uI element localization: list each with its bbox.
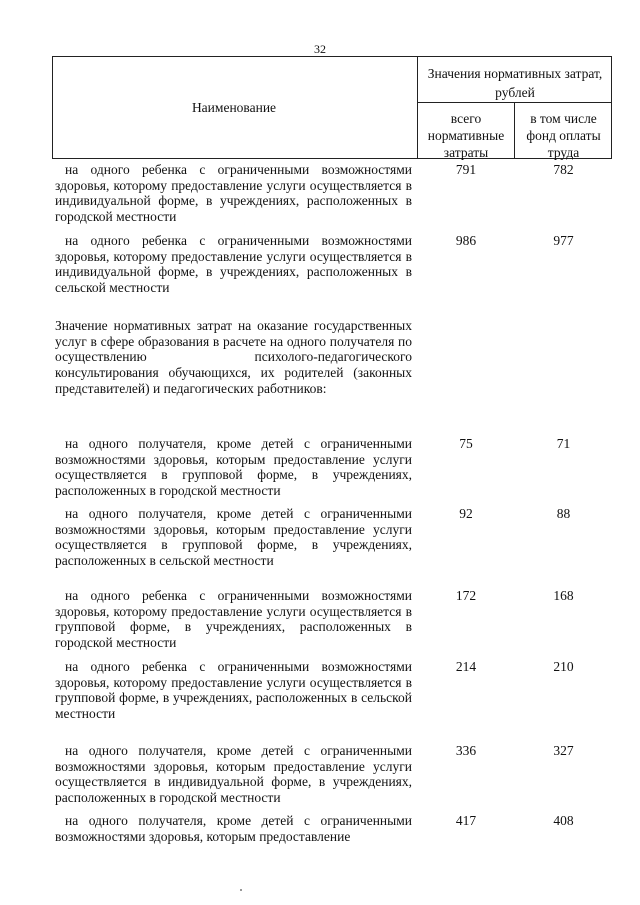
row-label: на одного ребенка с ограниченными возможностями здоровья, которому предоставление услуги осуществляется в индивидуальной форме, в учреждениях, расположенных в сельской местности [55, 233, 412, 296]
row-wage-value: 977 [553, 233, 574, 248]
row-wage-value: 168 [553, 588, 574, 603]
row-total-value: 92 [459, 506, 473, 521]
row-label: на одного получателя, кроме детей с ограниченными возможностями здоровья, которым предоставление [55, 813, 412, 844]
row-total-value: 791 [455, 162, 477, 177]
column-header-total: всего нормативные затраты [427, 111, 505, 160]
row-wage-value: 210 [553, 659, 574, 674]
column-header-values: Значения нормативных затрат, рублей [427, 66, 603, 100]
row-wage-value: 782 [553, 162, 574, 177]
row-wage-value: 327 [553, 743, 574, 758]
row-total-value: 172 [455, 588, 477, 603]
scan-speck [240, 889, 242, 891]
row-label: на одного ребенка с ограниченными возможностями здоровья, которому предоставление услуги осуществляется в индивидуальной форме, в учреждениях, расположенных в городской местности [55, 162, 412, 225]
row-label: на одного ребенка с ограниченными возможностями здоровья, которому предоставление услуги осуществляется в групповой форме, в учреждениях, расположенных в сельской местности [55, 659, 412, 722]
row-total-value: 214 [455, 659, 477, 674]
row-label: на одного получателя, кроме детей с ограниченными возможностями здоровья, которым предоставление услуги осуществляется в групповой форме, в учреждениях, расположенных в городской местности [55, 436, 412, 499]
row-wage-value: 71 [556, 436, 571, 451]
row-label: на одного получателя, кроме детей с ограниченными возможностями здоровья, которым предоставление услуги осуществляется в групповой форме, в учреждениях, расположенных в сельской местности [55, 506, 412, 569]
section-heading: Значение нормативных затрат на оказание государственных услуг в сфере образования в расчете на одного получателя по осуществлению психолого-педагогического консультирования обучающихся, их родителей (законных представителей) и педагогических работников: [55, 318, 412, 396]
row-label: на одного получателя, кроме детей с ограниченными возможностями здоровья, которым предоставление услуги осуществляется в индивидуальной форме, в учреждениях, расположенных в городской местности [55, 743, 412, 806]
row-total-value: 75 [459, 436, 473, 451]
column-header-name: Наименование [191, 100, 277, 115]
row-wage-value: 408 [553, 813, 574, 828]
column-header-wage-fund: в том числе фонд оплаты труда [526, 111, 601, 160]
row-total-value: 417 [455, 813, 477, 828]
row-wage-value: 88 [556, 506, 571, 521]
page-number: 32 [314, 42, 326, 56]
row-total-value: 336 [455, 743, 477, 758]
row-label: на одного ребенка с ограниченными возможностями здоровья, которому предоставление услуги осуществляется в групповой форме, в учреждениях, расположенных в городской местности [55, 588, 412, 651]
row-total-value: 986 [455, 233, 477, 248]
